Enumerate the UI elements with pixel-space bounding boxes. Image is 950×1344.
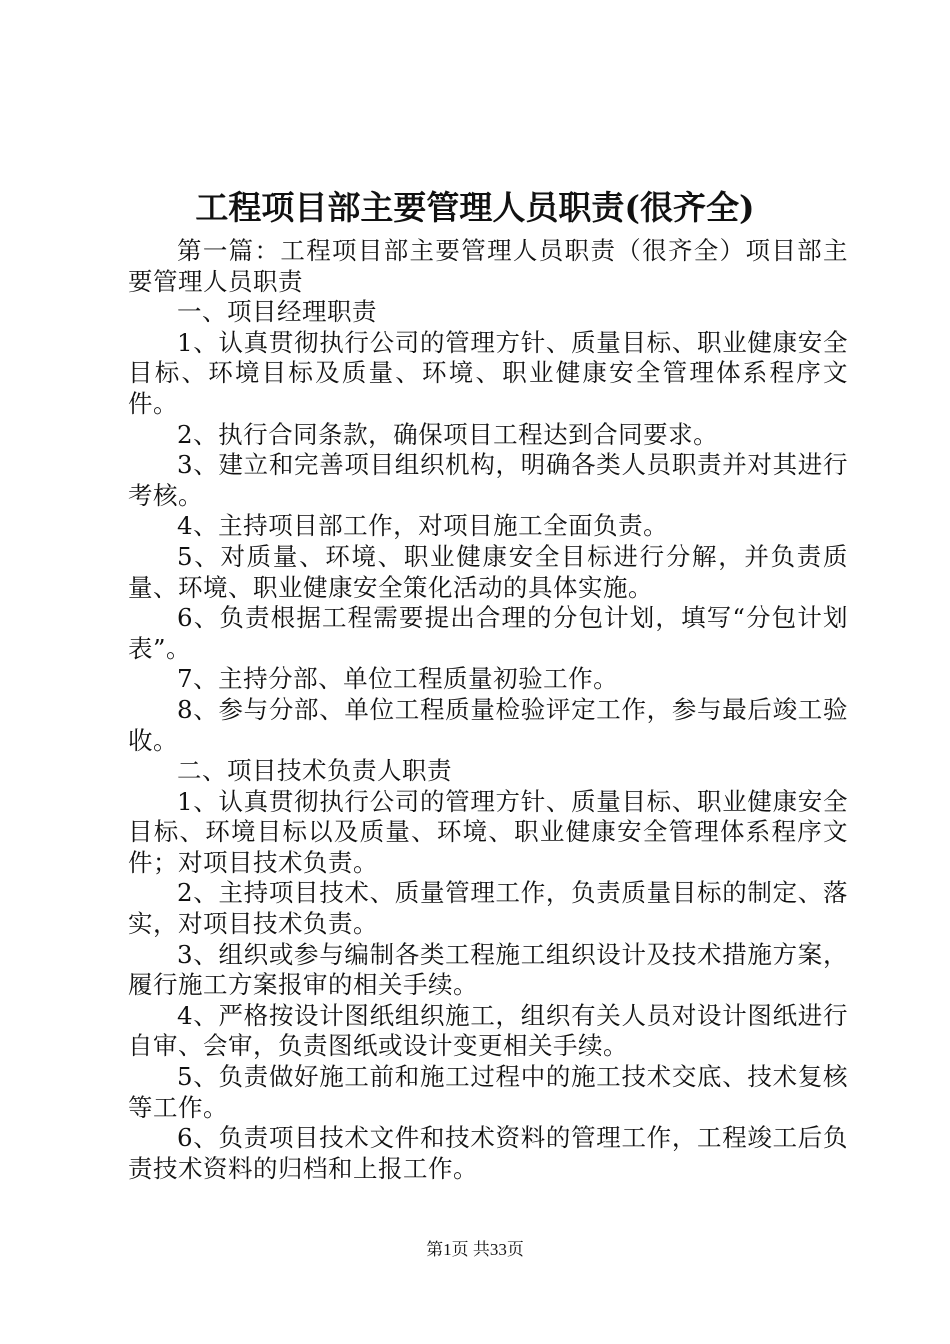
list-item: 4、严格按设计图纸组织施工，组织有关人员对设计图纸进行自审、会审，负责图纸或设计变更相关手续。 xyxy=(128,1000,848,1061)
list-item: 3、建立和完善项目组织机构，明确各类人员职责并对其进行考核。 xyxy=(128,450,848,510)
list-item: 6、负责根据工程需要提出合理的分包计划，填写“分包计划表”。 xyxy=(128,603,848,663)
list-item: 5、对质量、环境、职业健康安全目标进行分解，并负责质量、环境、职业健康安全策化活动的具体实施。 xyxy=(128,541,848,602)
list-item: 8、参与分部、单位工程质量检验评定工作，参与最后竣工验收。 xyxy=(128,694,848,755)
page-number-footer: 第1页 共33页 xyxy=(426,1240,524,1259)
list-item: 2、主持项目技术、质量管理工作，负责质量目标的制定、落实，对项目技术负责。 xyxy=(128,878,848,939)
list-item: 1、认真贯彻执行公司的管理方针、质量目标、职业健康安全目标、环境目标及质量、环境、职业健康安全管理体系程序文件。 xyxy=(128,327,848,418)
list-item: 4、主持项目部工作，对项目施工全面负责。 xyxy=(177,511,669,541)
list-item: 1、认真贯彻执行公司的管理方针、质量目标、职业健康安全目标、环境目标以及质量、环境、职业健康安全管理体系程序文件；对项目技术负责。 xyxy=(128,786,848,877)
list-item: 5、负责做好施工前和施工过程中的施工技术交底、技术复核等工作。 xyxy=(128,1062,848,1122)
document-title: 工程项目部主要管理人员职责(很齐全) xyxy=(195,188,755,227)
list-item: 6、负责项目技术文件和技术资料的管理工作，工程竣工后负责技术资料的归档和上报工作。 xyxy=(128,1123,848,1183)
list-item: 3、组织或参与编制各类工程施工组织设计及技术措施方案，履行施工方案报审的相关手续。 xyxy=(128,939,848,1000)
list-item: 2、执行合同条款，确保项目工程达到合同要求。 xyxy=(177,419,719,449)
document-body xyxy=(128,236,848,1184)
list-item: 7、主持分部、单位工程质量初验工作。 xyxy=(177,664,619,694)
section-heading-project-manager: 一、项目经理职责 xyxy=(177,297,377,327)
paragraph-intro: 第一篇：工程项目部主要管理人员职责（很齐全）项目部主要管理人员职责 xyxy=(128,236,848,296)
section-heading-technical-lead: 二、项目技术负责人职责 xyxy=(177,756,452,786)
